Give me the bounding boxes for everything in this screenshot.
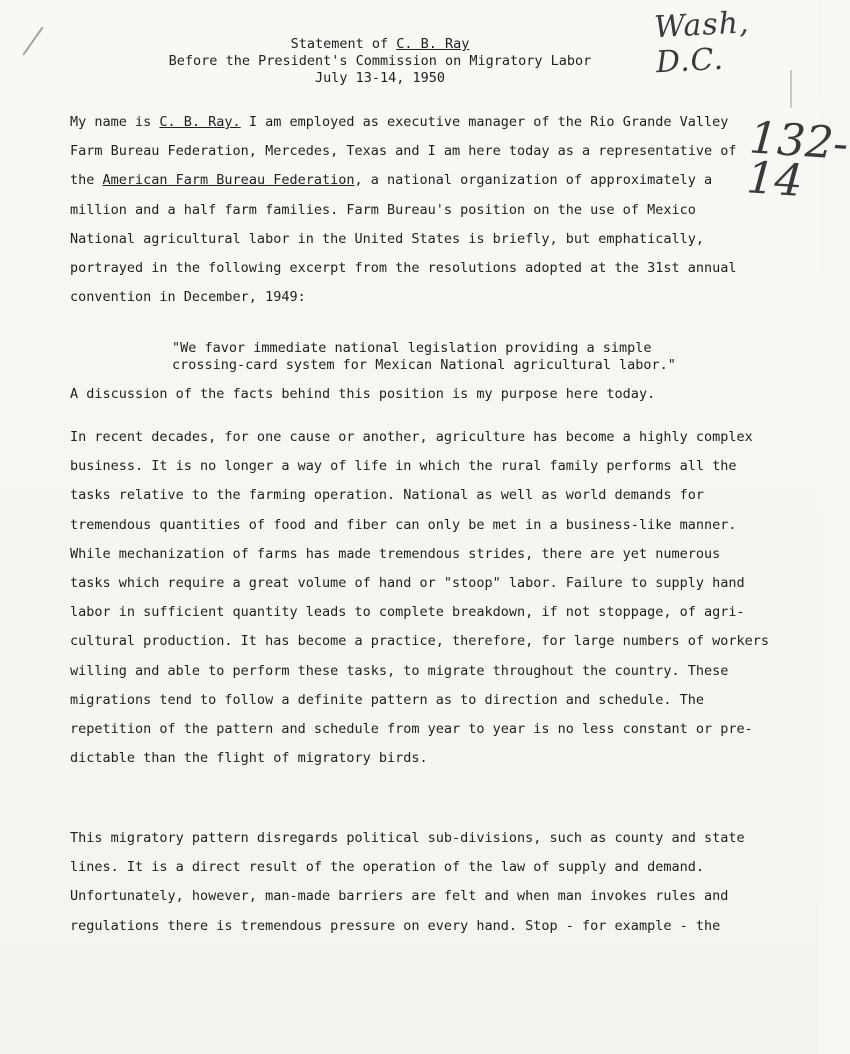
header-line-2: Before the President's Commission on Migratory Labor: [168, 53, 592, 69]
paragraph-line: convention in December, 1949:: [70, 289, 306, 306]
paragraph-line: This migratory pattern disregards political sub-divisions, such as county and state: [70, 830, 745, 846]
header-speaker-name: C. B. Ray: [396, 36, 470, 52]
resolution-quote: [172, 340, 676, 374]
header-line-1: [150, 36, 610, 53]
paragraph-line: National agricultural labor in the United States is briefly, but emphatically,: [70, 230, 704, 247]
paragraph-line: dictable than the flight of migratory birds.: [70, 750, 428, 767]
paragraph-introduction: [70, 108, 760, 312]
text-fragment: the: [70, 172, 103, 189]
text-fragment: My name is: [70, 114, 160, 130]
pen-mark: [22, 27, 43, 56]
paragraph-purpose: [70, 380, 760, 409]
paragraph-line: tasks which require a great volume of hand or "stoop" labor. Failure to supply hand: [70, 574, 745, 591]
speaker-name: C. B. Ray.: [159, 114, 241, 130]
paragraph-line: tremendous quantities of food and fiber can only be met in a business-like manner.: [70, 516, 737, 533]
paragraph-line: Unfortunately, however, man-made barriers are felt and when man invokes rules and: [70, 888, 729, 905]
header-statement-prefix: Statement of: [290, 36, 397, 52]
paragraph-line: tasks relative to the farming operation. National as well as world demands for: [70, 487, 704, 504]
paragraph-line: willing and able to perform these tasks, to migrate throughout the country. These: [70, 662, 729, 679]
organization-name: American Farm Bureau Federation: [102, 172, 355, 189]
handwritten-file-number: 132-14: [744, 112, 850, 208]
paragraph-line: lines. It is a direct result of the operation of the law of supply and demand.: [70, 859, 704, 876]
paragraph-line: business. It is no longer a way of life in which the rural family performs all the: [70, 458, 737, 475]
paragraph-line: A discussion of the facts behind this position is my purpose here today.: [70, 386, 656, 402]
quote-line: "We favor immediate national legislation providing a simple: [172, 340, 652, 356]
handwritten-location-note: Wash, D.C.: [653, 5, 751, 81]
paragraph-agriculture: [70, 423, 769, 773]
paragraph-line: [70, 166, 760, 195]
paragraph-line: regulations there is tremendous pressure on every hand. Stop - for example - the: [70, 917, 721, 934]
paragraph-line: [70, 108, 760, 137]
document-header: [150, 36, 610, 87]
paragraph-line: migrations tend to follow a definite pattern as to direction and schedule. The: [70, 691, 704, 708]
header-date: July 13-14, 1950: [314, 70, 446, 86]
paragraph-line: cultural production. It has become a practice, therefore, for large numbers of workers: [70, 633, 769, 650]
text-fragment: I am employed as executive manager of the Rio Grande Valley: [240, 114, 729, 130]
paragraph-line: repetition of the pattern and schedule from year to year is no less constant or pre-: [70, 720, 753, 737]
paragraph-line: million and a half farm families. Farm Bureau's position on the use of Mexico: [70, 201, 696, 218]
paragraph-migratory-pattern: [70, 824, 760, 941]
paragraph-line: Farm Bureau Federation, Mercedes, Texas and I am here today as a representative of: [70, 143, 737, 160]
paragraph-line: labor in sufficient quantity leads to complete breakdown, if not stoppage, of agri-: [70, 604, 745, 621]
text-fragment: , a national organization of approximately a: [354, 172, 713, 189]
quote-line: crossing-card system for Mexican National agricultural labor.": [172, 357, 676, 373]
edge-mark: [790, 70, 792, 108]
paragraph-line: While mechanization of farms has made tremendous strides, there are yet numerous: [70, 545, 721, 562]
paragraph-line: portrayed in the following excerpt from the resolutions adopted at the 31st annual: [70, 259, 737, 276]
paragraph-line: In recent decades, for one cause or another, agriculture has become a highly complex: [70, 429, 753, 445]
